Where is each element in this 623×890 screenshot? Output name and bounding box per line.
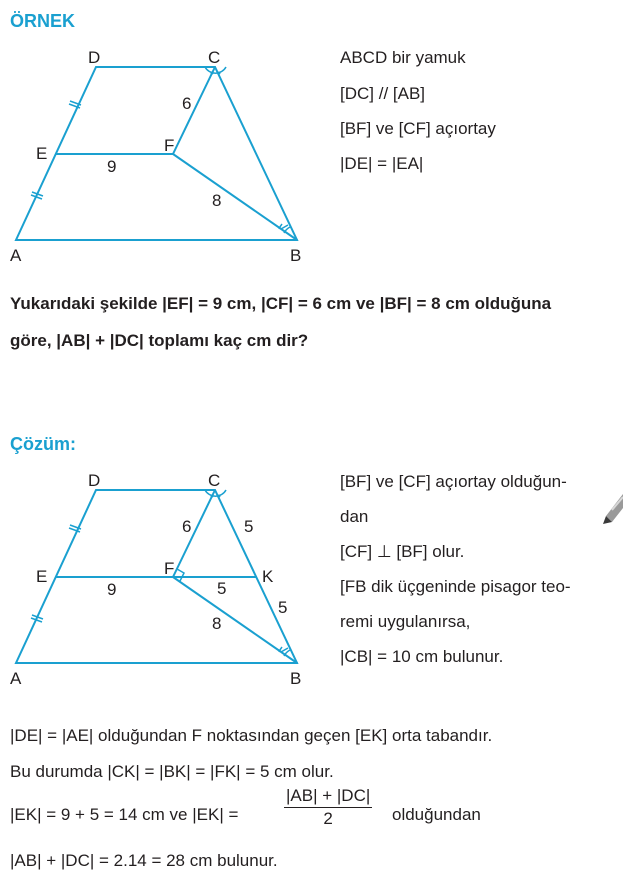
solution-side-line: [BF] ve [CF] açıortay olduğun- — [340, 472, 567, 491]
example-statement: |DE| = |EA| — [340, 154, 424, 173]
example-heading: ÖRNEK — [10, 11, 76, 31]
vertex-e-label: E — [36, 144, 48, 163]
solution-side-line: [CF] ⊥ [BF] olur. — [340, 542, 465, 561]
angle-dot — [218, 72, 221, 75]
length-bf-label: 8 — [212, 191, 222, 210]
example-statement: [BF] ve [CF] açıortay — [340, 119, 496, 138]
pencil-icon — [600, 488, 623, 524]
vertex-d-label: D — [88, 48, 101, 67]
question-line: Yukarıdaki şekilde |EF| = 9 cm, |CF| = 6 cm ve |BF| = 8 cm olduğuna — [10, 294, 552, 313]
segment-cf — [173, 490, 215, 577]
vertex-b-label: B — [290, 669, 302, 688]
solution-line: |AB| + |DC| = 2.14 = 28 cm bulunur. — [10, 851, 278, 870]
vertex-c-label: C — [208, 48, 221, 67]
length-ck-label: 5 — [244, 517, 254, 536]
length-ef-label: 9 — [107, 157, 117, 176]
vertex-d-label: D — [88, 471, 101, 490]
vertex-f-label: F — [164, 136, 175, 155]
length-cf-label: 6 — [182, 94, 192, 113]
right-angle-mark-f — [177, 569, 184, 581]
vertex-k-label: K — [262, 567, 274, 586]
example-trapezoid-figure — [0, 40, 330, 270]
solution-side-line: remi uygulanırsa, — [340, 612, 471, 631]
solution-line: |DE| = |AE| olduğundan F noktasından geçen [EK] orta tabandır. — [10, 726, 493, 745]
example-statement: ABCD bir yamuk — [340, 48, 466, 67]
angle-dot — [211, 72, 214, 75]
vertex-b-label: B — [290, 246, 302, 265]
solution-line: Bu durumda |CK| = |BK| = |FK| = 5 cm olur. — [10, 762, 334, 781]
solution-trapezoid-figure — [0, 465, 330, 690]
solution-heading: Çözüm: — [10, 434, 76, 454]
length-ef-label: 9 — [107, 580, 117, 599]
length-cf-label: 6 — [182, 517, 192, 536]
vertex-c-label: C — [208, 471, 221, 490]
length-fk-label: 5 — [217, 579, 227, 598]
solution-line: olduğundan — [392, 805, 481, 824]
angle-dot — [218, 495, 221, 498]
vertex-a-label: A — [10, 669, 22, 688]
example-statement: [DC] // [AB] — [340, 84, 426, 103]
vertex-a-label: A — [10, 246, 22, 265]
length-kb-label: 5 — [278, 598, 288, 617]
fraction-numerator: |AB| + |DC| — [284, 785, 372, 808]
question-line: göre, |AB| + |DC| toplamı kaç cm dir? — [10, 331, 309, 350]
vertex-e-label: E — [36, 567, 48, 586]
vertex-f-label: F — [164, 559, 175, 578]
fraction — [284, 785, 372, 830]
solution-side-line: |CB| = 10 cm bulunur. — [340, 647, 504, 666]
angle-dot — [211, 495, 214, 498]
segment-bf — [173, 577, 297, 663]
solution-line: |EK| = 9 + 5 = 14 cm ve |EK| = — [10, 805, 239, 824]
length-bf-label: 8 — [212, 614, 222, 633]
segment-bf — [173, 154, 297, 240]
fraction-denominator: 2 — [323, 809, 333, 828]
segment-cf — [173, 67, 215, 154]
solution-side-line: dan — [340, 507, 369, 526]
solution-side-line: [FB dik üçgeninde pisagor teo- — [340, 577, 571, 596]
